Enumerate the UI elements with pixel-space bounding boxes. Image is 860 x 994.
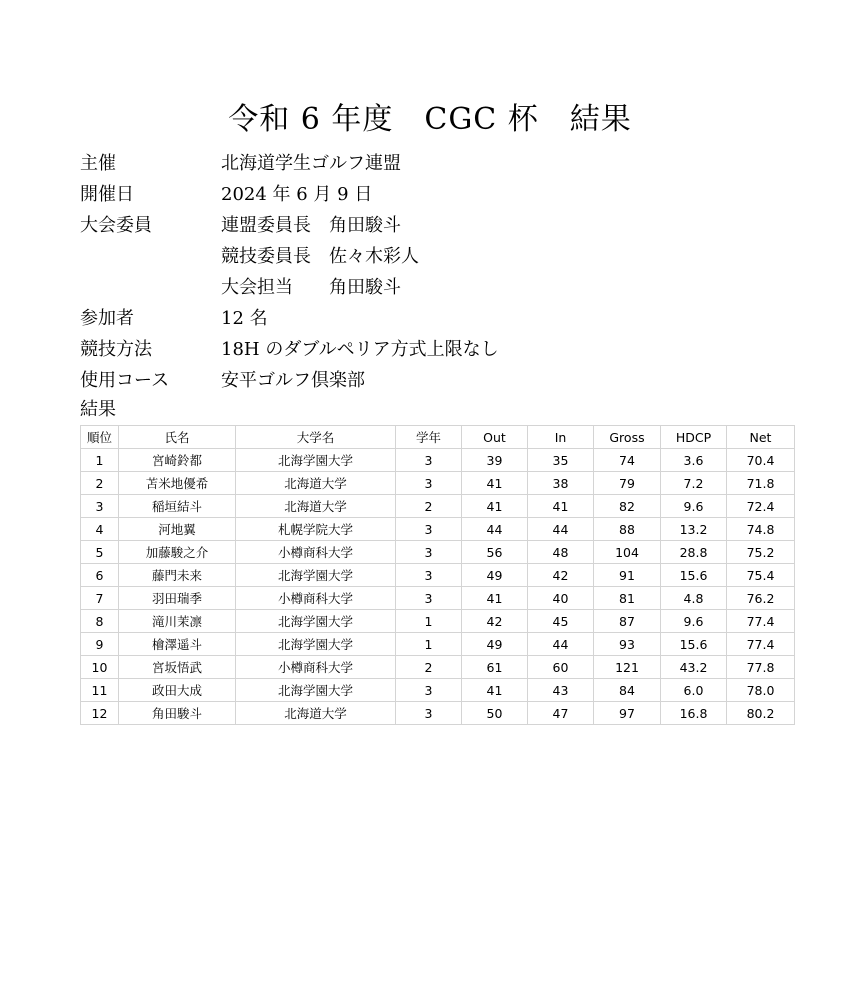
cell-out: 41 [462, 472, 528, 495]
table-row [81, 472, 795, 495]
cell-in: 38 [528, 472, 594, 495]
column-header-hdcp: HDCP [661, 426, 727, 449]
cell-out: 50 [462, 702, 528, 725]
cell-rank: 7 [81, 587, 119, 610]
table-row [81, 541, 795, 564]
cell-in: 40 [528, 587, 594, 610]
table-row [81, 449, 795, 472]
table-row [81, 518, 795, 541]
cell-gross: 91 [594, 564, 661, 587]
table-header-row [81, 426, 795, 449]
cell-in: 44 [528, 518, 594, 541]
cell-rank: 2 [81, 472, 119, 495]
table-row [81, 633, 795, 656]
cell-grade: 1 [396, 633, 462, 656]
info-value: 北海道学生ゴルフ連盟 [221, 153, 401, 174]
cell-grade: 3 [396, 702, 462, 725]
table-row [81, 610, 795, 633]
info-label: 主催 [80, 153, 116, 174]
cell-net: 78.0 [727, 679, 795, 702]
info-label: 大会委員 [80, 215, 152, 236]
column-header-in: In [528, 426, 594, 449]
cell-hdcp: 28.8 [661, 541, 727, 564]
info-row-committee-chair [80, 210, 780, 241]
cell-gross: 88 [594, 518, 661, 541]
cell-net: 70.4 [727, 449, 795, 472]
cell-name: 稲垣結斗 [119, 495, 236, 518]
cell-hdcp: 7.2 [661, 472, 727, 495]
cell-university: 小樽商科大学 [236, 587, 396, 610]
cell-university: 北海道大学 [236, 472, 396, 495]
info-value: 2024 年 6 月 9 日 [221, 184, 373, 205]
cell-in: 45 [528, 610, 594, 633]
cell-grade: 3 [396, 472, 462, 495]
cell-out: 49 [462, 564, 528, 587]
column-header-out: Out [462, 426, 528, 449]
cell-hdcp: 4.8 [661, 587, 727, 610]
column-header-rank: 順位 [81, 426, 119, 449]
cell-hdcp: 6.0 [661, 679, 727, 702]
cell-rank: 9 [81, 633, 119, 656]
cell-net: 74.8 [727, 518, 795, 541]
cell-out: 39 [462, 449, 528, 472]
cell-hdcp: 15.6 [661, 633, 727, 656]
info-row-organizer [80, 148, 780, 179]
table-row [81, 587, 795, 610]
cell-net: 75.4 [727, 564, 795, 587]
cell-out: 61 [462, 656, 528, 679]
info-row-competition-chair [80, 241, 780, 272]
cell-name: 加藤駿之介 [119, 541, 236, 564]
cell-net: 77.4 [727, 610, 795, 633]
cell-name: 政田大成 [119, 679, 236, 702]
cell-university: 小樽商科大学 [236, 656, 396, 679]
info-row-participants [80, 303, 780, 334]
cell-in: 41 [528, 495, 594, 518]
cell-university: 北海学園大学 [236, 449, 396, 472]
table-body [81, 449, 795, 725]
cell-net: 71.8 [727, 472, 795, 495]
cell-in: 43 [528, 679, 594, 702]
table-row [81, 679, 795, 702]
cell-gross: 81 [594, 587, 661, 610]
cell-in: 44 [528, 633, 594, 656]
cell-in: 35 [528, 449, 594, 472]
info-label: 開催日 [80, 184, 134, 205]
table-row [81, 564, 795, 587]
info-label: 使用コース [80, 370, 170, 391]
cell-rank: 3 [81, 495, 119, 518]
cell-grade: 3 [396, 679, 462, 702]
info-label: 参加者 [80, 308, 134, 329]
cell-hdcp: 16.8 [661, 702, 727, 725]
info-row-event-staff [80, 272, 780, 303]
column-header-university: 大学名 [236, 426, 396, 449]
info-label: 競技方法 [80, 339, 152, 360]
cell-name: 藤門未来 [119, 564, 236, 587]
cell-university: 北海道大学 [236, 495, 396, 518]
cell-in: 60 [528, 656, 594, 679]
cell-name: 宮坂悟武 [119, 656, 236, 679]
column-header-net: Net [727, 426, 795, 449]
cell-in: 48 [528, 541, 594, 564]
cell-net: 77.8 [727, 656, 795, 679]
cell-gross: 93 [594, 633, 661, 656]
info-value: 大会担当 角田駿斗 [221, 277, 401, 298]
table-row [81, 495, 795, 518]
cell-rank: 12 [81, 702, 119, 725]
cell-name: 宮崎鈴都 [119, 449, 236, 472]
column-header-name: 氏名 [119, 426, 236, 449]
column-header-grade: 学年 [396, 426, 462, 449]
cell-name: 檜澤遥斗 [119, 633, 236, 656]
cell-university: 北海道大学 [236, 702, 396, 725]
cell-hdcp: 13.2 [661, 518, 727, 541]
table-row [81, 656, 795, 679]
cell-gross: 74 [594, 449, 661, 472]
event-info [80, 148, 780, 396]
cell-net: 75.2 [727, 541, 795, 564]
cell-rank: 11 [81, 679, 119, 702]
cell-gross: 84 [594, 679, 661, 702]
cell-university: 北海学園大学 [236, 679, 396, 702]
cell-university: 小樽商科大学 [236, 541, 396, 564]
cell-out: 41 [462, 495, 528, 518]
cell-grade: 3 [396, 518, 462, 541]
page-title: 令和 6 年度 CGC 杯 結果 [228, 102, 632, 137]
info-row-format [80, 334, 780, 365]
info-value: 18H のダブルペリア方式上限なし [221, 339, 499, 360]
cell-name: 苫米地優希 [119, 472, 236, 495]
table-row [81, 702, 795, 725]
cell-rank: 10 [81, 656, 119, 679]
cell-university: 北海学園大学 [236, 610, 396, 633]
cell-out: 56 [462, 541, 528, 564]
results-heading: 結果 [80, 399, 116, 420]
cell-net: 76.2 [727, 587, 795, 610]
cell-hdcp: 43.2 [661, 656, 727, 679]
cell-out: 42 [462, 610, 528, 633]
cell-name: 滝川茉凛 [119, 610, 236, 633]
cell-rank: 1 [81, 449, 119, 472]
results-table [80, 425, 795, 725]
cell-gross: 87 [594, 610, 661, 633]
cell-rank: 5 [81, 541, 119, 564]
column-header-gross: Gross [594, 426, 661, 449]
cell-gross: 104 [594, 541, 661, 564]
cell-out: 49 [462, 633, 528, 656]
cell-hdcp: 9.6 [661, 495, 727, 518]
cell-grade: 3 [396, 587, 462, 610]
cell-grade: 3 [396, 564, 462, 587]
cell-gross: 121 [594, 656, 661, 679]
cell-grade: 3 [396, 449, 462, 472]
cell-hdcp: 15.6 [661, 564, 727, 587]
cell-in: 42 [528, 564, 594, 587]
info-value: 安平ゴルフ倶楽部 [221, 370, 365, 391]
cell-hdcp: 3.6 [661, 449, 727, 472]
cell-out: 44 [462, 518, 528, 541]
cell-out: 41 [462, 679, 528, 702]
cell-net: 72.4 [727, 495, 795, 518]
info-value: 12 名 [221, 308, 268, 329]
cell-name: 羽田瑞季 [119, 587, 236, 610]
info-row-date [80, 179, 780, 210]
info-value: 連盟委員長 角田駿斗 [221, 215, 401, 236]
cell-net: 77.4 [727, 633, 795, 656]
cell-net: 80.2 [727, 702, 795, 725]
info-value: 競技委員長 佐々木彩人 [221, 246, 419, 267]
cell-grade: 3 [396, 541, 462, 564]
cell-hdcp: 9.6 [661, 610, 727, 633]
cell-out: 41 [462, 587, 528, 610]
cell-rank: 4 [81, 518, 119, 541]
cell-name: 河地翼 [119, 518, 236, 541]
cell-gross: 79 [594, 472, 661, 495]
cell-university: 札幌学院大学 [236, 518, 396, 541]
cell-rank: 8 [81, 610, 119, 633]
cell-name: 角田駿斗 [119, 702, 236, 725]
cell-university: 北海学園大学 [236, 633, 396, 656]
info-row-course [80, 365, 780, 396]
cell-grade: 2 [396, 656, 462, 679]
cell-university: 北海学園大学 [236, 564, 396, 587]
cell-grade: 2 [396, 495, 462, 518]
cell-gross: 82 [594, 495, 661, 518]
cell-in: 47 [528, 702, 594, 725]
cell-rank: 6 [81, 564, 119, 587]
cell-gross: 97 [594, 702, 661, 725]
cell-grade: 1 [396, 610, 462, 633]
